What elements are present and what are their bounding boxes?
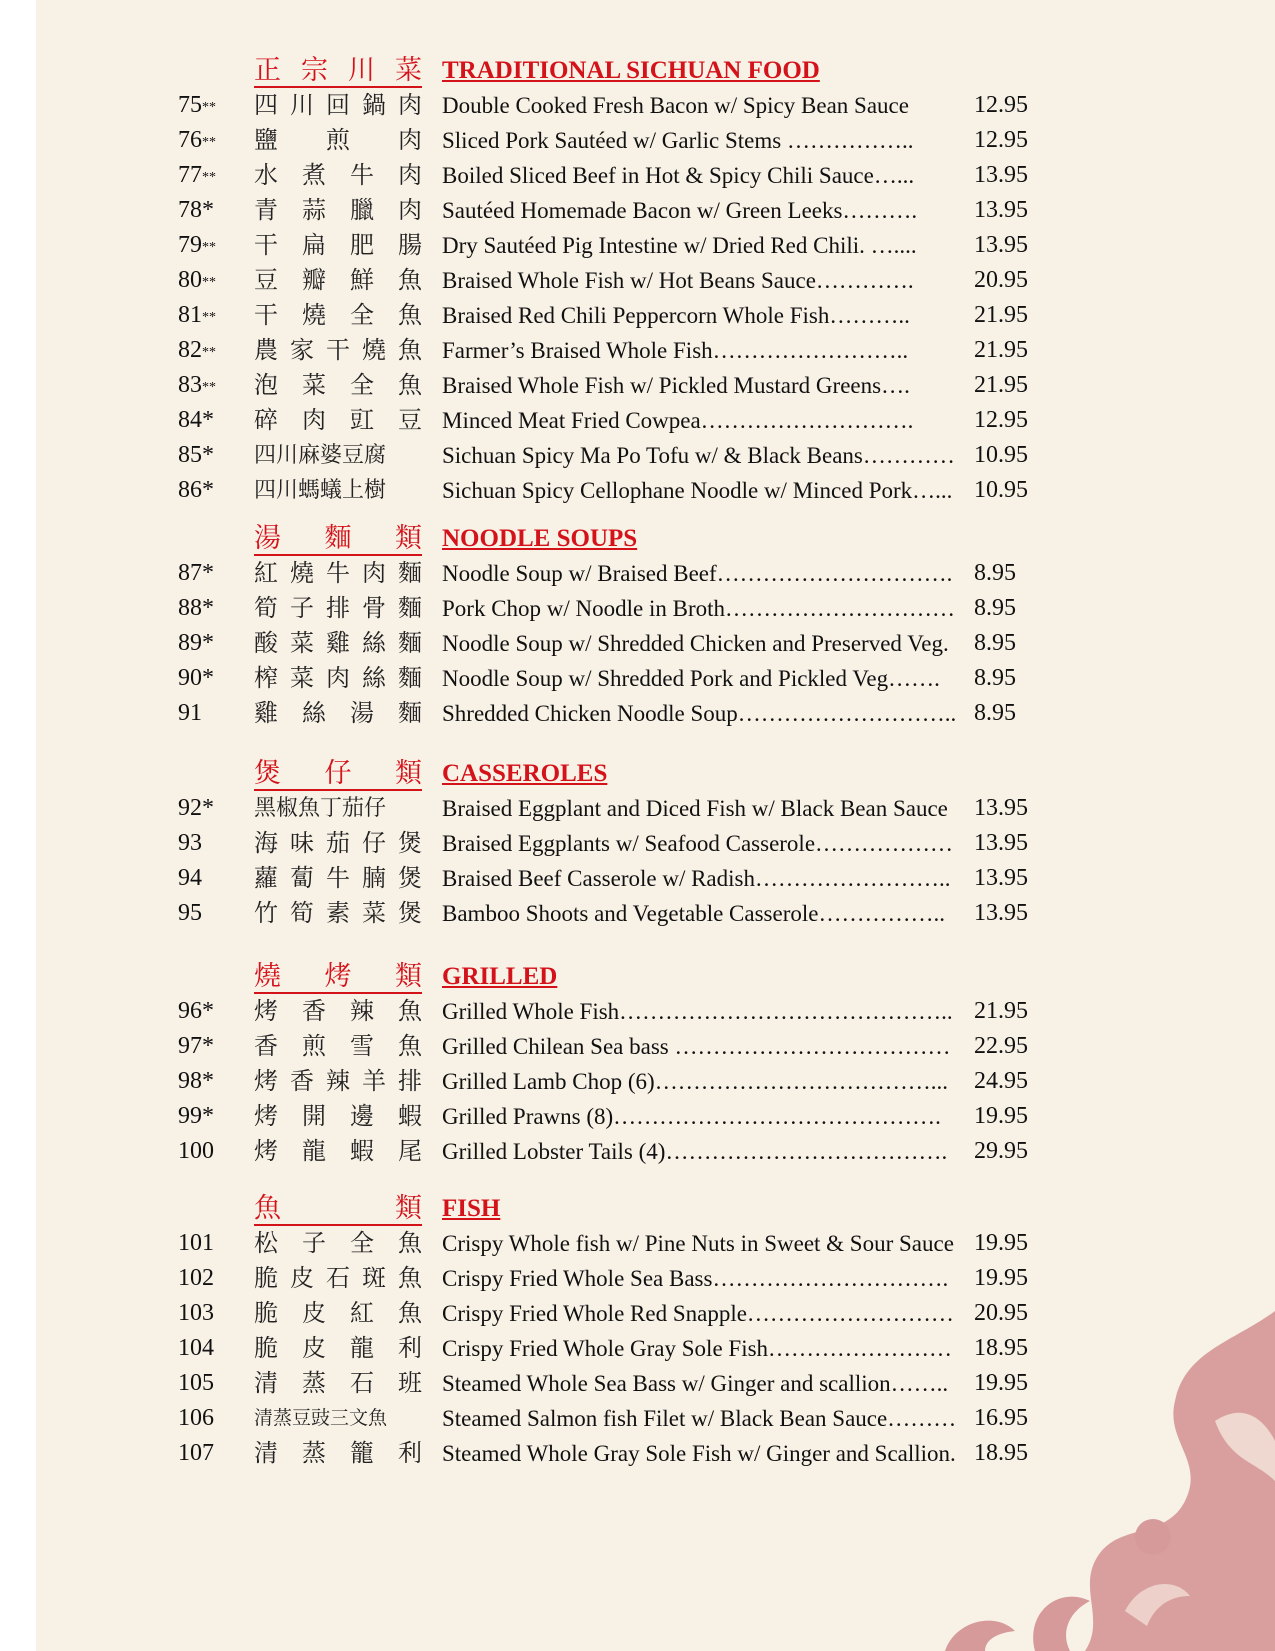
- item-name-chinese: 脆 皮 石 斑 魚: [254, 1264, 422, 1292]
- item-name-english: Boiled Sliced Beef in Hot & Spicy Chili Sauce…...: [442, 163, 915, 188]
- item-price: 20.95: [974, 1300, 1028, 1326]
- menu-section: [36, 1192, 1275, 1471]
- section-title-english: TRADITIONAL SICHUAN FOOD: [442, 57, 820, 84]
- item-price: 12.95: [974, 127, 1028, 153]
- menu-section: [36, 522, 1275, 731]
- item-name-chinese: 四川螞蟻上樹: [254, 478, 387, 503]
- menu-item: [36, 826, 1275, 861]
- item-number: 78*: [178, 197, 214, 223]
- item-price: 13.95: [974, 795, 1028, 821]
- item-name-english: Double Cooked Fresh Bacon w/ Spicy Bean Sauce: [442, 93, 909, 118]
- item-number: 99*: [178, 1103, 214, 1129]
- section-heading: [36, 1192, 1275, 1226]
- item-name-english: Crispy Whole fish w/ Pine Nuts in Sweet & Sour Sauce: [442, 1231, 954, 1256]
- spicy-mark: **: [202, 135, 216, 150]
- menu-item: [36, 298, 1275, 333]
- spicy-mark: **: [202, 100, 216, 115]
- item-name-chinese: 筍 子 排 骨 麵: [254, 594, 422, 622]
- section-heading: [36, 54, 1275, 88]
- item-number: 81**: [178, 302, 216, 328]
- spicy-mark: *: [202, 998, 214, 1024]
- item-price: 19.95: [974, 1265, 1028, 1291]
- spicy-mark: *: [202, 197, 214, 223]
- spicy-mark: **: [202, 345, 216, 360]
- item-price: 12.95: [974, 407, 1028, 433]
- item-name-chinese: 烤 開 邊 蝦: [254, 1102, 422, 1130]
- menu-item: [36, 861, 1275, 896]
- item-name-english: Grilled Whole Fish……………………………………..: [442, 999, 953, 1024]
- item-price: 13.95: [974, 830, 1028, 856]
- menu-item: [36, 193, 1275, 228]
- item-name-english: Crispy Fried Whole Red Snapple………………………: [442, 1301, 954, 1326]
- menu-item: [36, 1134, 1275, 1169]
- item-name-chinese: 黑椒魚丁茄仔: [254, 796, 387, 821]
- item-name-english: Steamed Salmon fish Filet w/ Black Bean Sauce………: [442, 1406, 957, 1431]
- menu-item: [36, 591, 1275, 626]
- menu-section: [36, 54, 1275, 508]
- section-title-english: NOODLE SOUPS: [442, 525, 638, 552]
- item-name-chinese: 四川麻婆豆腐: [254, 443, 387, 468]
- item-price: 21.95: [974, 372, 1028, 398]
- item-name-chinese: 四 川 回 鍋 肉: [254, 91, 422, 119]
- item-number: 90*: [178, 665, 214, 691]
- menu-item: [36, 88, 1275, 123]
- spicy-mark: **: [202, 275, 216, 290]
- item-name-chinese: 水 煮 牛 肉: [254, 161, 422, 189]
- item-price: 24.95: [974, 1068, 1028, 1094]
- item-name-chinese: 農 家 干 燒 魚: [254, 336, 422, 364]
- section-title-english: CASSEROLES: [442, 760, 608, 787]
- item-name-chinese: 海 味 茄 仔 煲: [254, 829, 422, 857]
- menu-section: [36, 960, 1275, 1169]
- item-number: 75**: [178, 92, 216, 118]
- item-name-english: Sliced Pork Sautéed w/ Garlic Stems ……………..: [442, 128, 914, 153]
- item-price: 22.95: [974, 1033, 1028, 1059]
- item-price: 8.95: [974, 700, 1016, 726]
- item-name-english: Grilled Chilean Sea bass ………………………………: [442, 1034, 951, 1059]
- item-price: 19.95: [974, 1103, 1028, 1129]
- item-name-english: Noodle Soup w/ Shredded Pork and Pickled Veg…….: [442, 666, 940, 691]
- menu-item: [36, 473, 1275, 508]
- menu-item: [36, 368, 1275, 403]
- item-name-chinese: 雞 絲 湯 麵: [254, 699, 422, 727]
- item-number: 98*: [178, 1068, 214, 1094]
- section-title-english: GRILLED: [442, 963, 558, 990]
- menu-item: [36, 696, 1275, 731]
- item-price: 13.95: [974, 232, 1028, 258]
- item-name-chinese: 干 扁 肥 腸: [254, 231, 422, 259]
- item-name-english: Sichuan Spicy Ma Po Tofu w/ & Black Beans…………: [442, 443, 955, 468]
- menu-section: [36, 757, 1275, 931]
- menu-item: [36, 1064, 1275, 1099]
- menu-item: [36, 1099, 1275, 1134]
- item-name-english: Crispy Fried Whole Sea Bass………………………….: [442, 1266, 949, 1291]
- spicy-mark: *: [202, 595, 214, 621]
- item-name-english: Noodle Soup w/ Shredded Chicken and Preserved Veg.: [442, 631, 949, 656]
- item-name-chinese: 清 蒸 籠 利: [254, 1439, 422, 1467]
- menu-item: [36, 896, 1275, 931]
- item-name-chinese: 榨 菜 肉 絲 麵: [254, 664, 422, 692]
- item-price: 13.95: [974, 865, 1028, 891]
- menu-item: [36, 228, 1275, 263]
- spicy-mark: *: [202, 407, 214, 433]
- menu-item: [36, 438, 1275, 473]
- item-name-chinese: 鹽 煎 肉: [254, 126, 422, 154]
- menu-item: [36, 403, 1275, 438]
- spicy-mark: **: [202, 240, 216, 255]
- item-number: 89*: [178, 630, 214, 656]
- item-price: 18.95: [974, 1440, 1028, 1466]
- spicy-mark: *: [202, 442, 214, 468]
- item-name-english: Sichuan Spicy Cellophane Noodle w/ Minced Pork…...: [442, 478, 953, 503]
- item-price: 13.95: [974, 900, 1028, 926]
- item-number: 79**: [178, 232, 216, 258]
- item-name-english: Dry Sautéed Pig Intestine w/ Dried Red Chili. …....: [442, 233, 917, 258]
- section-title-chinese: 正 宗 川 菜: [254, 55, 422, 86]
- item-name-english: Shredded Chicken Noodle Soup………………………..: [442, 701, 957, 726]
- spicy-mark: *: [202, 1033, 214, 1059]
- item-name-chinese: 脆 皮 紅 魚: [254, 1299, 422, 1327]
- item-name-english: Grilled Lobster Tails (4)……………………………….: [442, 1139, 948, 1164]
- item-number: 95: [178, 900, 202, 926]
- menu-item: [36, 1226, 1275, 1261]
- menu-item: [36, 333, 1275, 368]
- menu-item: [36, 1366, 1275, 1401]
- item-price: 13.95: [974, 197, 1028, 223]
- item-price: 20.95: [974, 267, 1028, 293]
- item-name-english: Braised Whole Fish w/ Pickled Mustard Greens….: [442, 373, 910, 398]
- spicy-mark: **: [202, 170, 216, 185]
- spicy-mark: *: [202, 560, 214, 586]
- spicy-mark: *: [202, 795, 214, 821]
- menu-item: [36, 1331, 1275, 1366]
- item-number: 107: [178, 1440, 214, 1466]
- section-title-chinese: 燒 烤 類: [254, 961, 422, 992]
- item-name-english: Braised Eggplants w/ Seafood Casserole………………: [442, 831, 954, 856]
- section-title-chinese: 魚 類: [254, 1193, 422, 1224]
- menu-item: [36, 158, 1275, 193]
- menu-item: [36, 1261, 1275, 1296]
- item-price: 8.95: [974, 665, 1016, 691]
- section-heading: [36, 757, 1275, 791]
- item-price: 21.95: [974, 998, 1028, 1024]
- item-name-english: Farmer’s Braised Whole Fish……………………..: [442, 338, 909, 363]
- section-title-english: FISH: [442, 1195, 501, 1222]
- item-name-chinese: 蘿 蔔 牛 腩 煲: [254, 864, 422, 892]
- item-name-chinese: 清 蒸 石 班: [254, 1369, 422, 1397]
- menu-item: [36, 1401, 1275, 1436]
- item-name-chinese: 烤 龍 蝦 尾: [254, 1137, 422, 1165]
- item-name-english: Steamed Whole Sea Bass w/ Ginger and scallion……..: [442, 1371, 949, 1396]
- menu-item: [36, 791, 1275, 826]
- item-price: 18.95: [974, 1335, 1028, 1361]
- spicy-mark: *: [202, 1103, 214, 1129]
- section-title-chinese: 湯 麵 類: [254, 523, 422, 554]
- section-heading: [36, 522, 1275, 556]
- item-name-chinese: 豆 瓣 鮮 魚: [254, 266, 422, 294]
- menu-item: [36, 661, 1275, 696]
- item-name-english: Braised Whole Fish w/ Hot Beans Sauce………….: [442, 268, 914, 293]
- item-number: 88*: [178, 595, 214, 621]
- item-name-english: Braised Beef Casserole w/ Radish……………………..: [442, 866, 951, 891]
- spicy-mark: *: [202, 1068, 214, 1094]
- item-number: 83**: [178, 372, 216, 398]
- spicy-mark: *: [202, 477, 214, 503]
- menu-item: [36, 1296, 1275, 1331]
- menu-item: [36, 626, 1275, 661]
- item-price: 8.95: [974, 560, 1016, 586]
- item-number: 105: [178, 1370, 214, 1396]
- item-name-english: Grilled Lamb Chop (6)………………………………...: [442, 1069, 948, 1094]
- item-name-chinese: 清蒸豆豉三文魚: [254, 1407, 388, 1429]
- item-price: 8.95: [974, 630, 1016, 656]
- menu-item: [36, 1029, 1275, 1064]
- item-price: 29.95: [974, 1138, 1028, 1164]
- item-name-english: Pork Chop w/ Noodle in Broth…………………………: [442, 596, 956, 621]
- item-price: 21.95: [974, 302, 1028, 328]
- item-name-english: Steamed Whole Gray Sole Fish w/ Ginger and Scallion.: [442, 1441, 956, 1466]
- item-number: 106: [178, 1405, 214, 1431]
- item-price: 19.95: [974, 1370, 1028, 1396]
- item-name-chinese: 香 煎 雪 魚: [254, 1032, 422, 1060]
- item-number: 100: [178, 1138, 214, 1164]
- item-name-chinese: 青 蒜 臘 肉: [254, 196, 422, 224]
- item-name-chinese: 烤 香 辣 羊 排: [254, 1067, 422, 1095]
- menu-item: [36, 263, 1275, 298]
- item-number: 87*: [178, 560, 214, 586]
- item-name-chinese: 松 子 全 魚: [254, 1229, 422, 1257]
- item-price: 13.95: [974, 162, 1028, 188]
- item-name-chinese: 干 燒 全 魚: [254, 301, 422, 329]
- item-number: 84*: [178, 407, 214, 433]
- section-title-chinese: 煲 仔 類: [254, 758, 422, 789]
- item-name-chinese: 竹 筍 素 菜 煲: [254, 899, 422, 927]
- item-name-english: Minced Meat Fried Cowpea……………………….: [442, 408, 914, 433]
- item-number: 82**: [178, 337, 216, 363]
- item-name-english: Braised Red Chili Peppercorn Whole Fish………..: [442, 303, 910, 328]
- item-name-english: Crispy Fried Whole Gray Sole Fish……………………: [442, 1336, 953, 1361]
- menu-item: [36, 123, 1275, 158]
- item-number: 85*: [178, 442, 214, 468]
- item-number: 97*: [178, 1033, 214, 1059]
- item-number: 92*: [178, 795, 214, 821]
- item-number: 80**: [178, 267, 216, 293]
- item-name-english: Noodle Soup w/ Braised Beef………………………….: [442, 561, 953, 586]
- item-number: 101: [178, 1230, 214, 1256]
- item-number: 76**: [178, 127, 216, 153]
- item-number: 104: [178, 1335, 214, 1361]
- item-name-english: Sautéed Homemade Bacon w/ Green Leeks……….: [442, 198, 918, 223]
- item-price: 16.95: [974, 1405, 1028, 1431]
- item-name-chinese: 碎 肉 豇 豆: [254, 406, 422, 434]
- menu-item: [36, 1436, 1275, 1471]
- item-number: 103: [178, 1300, 214, 1326]
- menu-item: [36, 994, 1275, 1029]
- item-number: 77**: [178, 162, 216, 188]
- item-name-chinese: 烤 香 辣 魚: [254, 997, 422, 1025]
- item-number: 94: [178, 865, 202, 891]
- item-name-chinese: 泡 菜 全 魚: [254, 371, 422, 399]
- spicy-mark: **: [202, 310, 216, 325]
- item-name-english: Bamboo Shoots and Vegetable Casserole……………..: [442, 901, 945, 926]
- section-heading: [36, 960, 1275, 994]
- item-number: 93: [178, 830, 202, 856]
- item-price: 19.95: [974, 1230, 1028, 1256]
- item-price: 12.95: [974, 92, 1028, 118]
- menu-page: [36, 0, 1275, 1651]
- item-price: 8.95: [974, 595, 1016, 621]
- item-name-chinese: 脆 皮 龍 利: [254, 1334, 422, 1362]
- item-price: 21.95: [974, 337, 1028, 363]
- spicy-mark: *: [202, 630, 214, 656]
- item-name-english: Grilled Prawns (8)…………………………………….: [442, 1104, 941, 1129]
- spicy-mark: *: [202, 665, 214, 691]
- item-name-chinese: 紅 燒 牛 肉 麵: [254, 559, 422, 587]
- item-number: 102: [178, 1265, 214, 1291]
- item-number: 91: [178, 700, 202, 726]
- item-name-english: Braised Eggplant and Diced Fish w/ Black Bean Sauce: [442, 796, 948, 821]
- item-price: 10.95: [974, 477, 1028, 503]
- menu-item: [36, 556, 1275, 591]
- item-number: 86*: [178, 477, 214, 503]
- item-name-chinese: 酸 菜 雞 絲 麵: [254, 629, 422, 657]
- spicy-mark: **: [202, 380, 216, 395]
- item-number: 96*: [178, 998, 214, 1024]
- item-price: 10.95: [974, 442, 1028, 468]
